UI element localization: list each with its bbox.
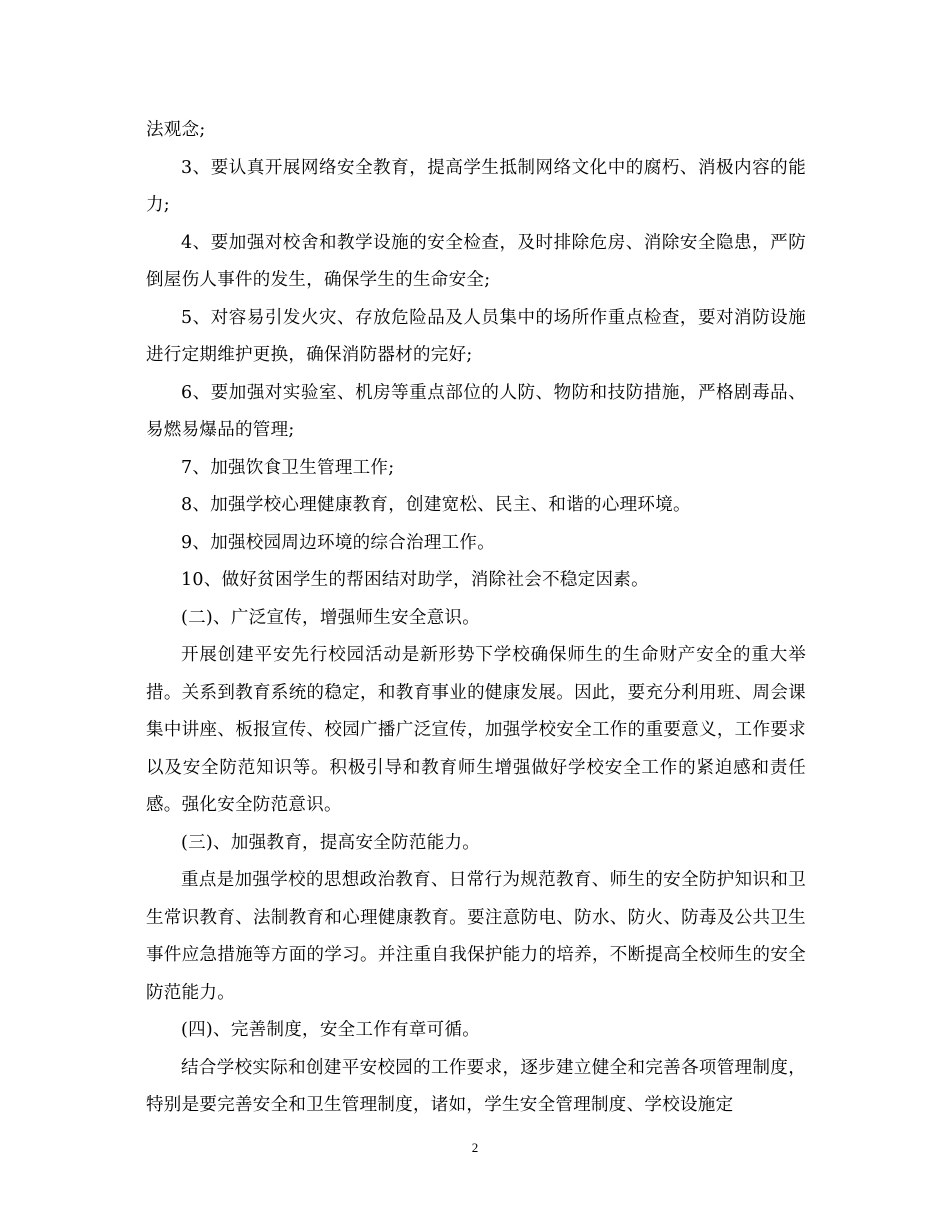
page-number: 2 — [471, 1140, 479, 1155]
paragraph: 6、要加强对实验室、机房等重点部位的人防、物防和技防措施，严格剧毒品、易燃易爆品的管理; — [146, 382, 806, 440]
section-heading: (二)、广泛宣传，增强师生安全意识。 — [181, 607, 481, 628]
paragraph: 9、加强校园周边环境的综合治理工作。 — [181, 532, 496, 553]
section-heading: (三)、加强教育，提高安全防范能力。 — [181, 832, 481, 853]
paragraph: 重点是加强学校的思想政治教育、日常行为规范教育、师生的安全防护知识和卫生常识教育、法制教育和心理健康教育。要注意防电、防水、防火、防毒及公共卫生事件应急措施等方面的学习。并注重自我保护能力的培养，不断提高全校师生的安全防范能力。 — [146, 870, 806, 1003]
document-body — [146, 112, 806, 1125]
paragraph: 3、要认真开展网络安全教育，提高学生抵制网络文化中的腐朽、消极内容的能力; — [146, 157, 806, 215]
paragraph: 结合学校实际和创建平安校园的工作要求，逐步建立健全和完善各项管理制度，特别是要完善安全和卫生管理制度，诸如，学生安全管理制度、学校设施定 — [146, 1057, 806, 1115]
paragraph: 10、做好贫困学生的帮困结对助学，消除社会不稳定因素。 — [181, 570, 649, 590]
paragraph: 8、加强学校心理健康教育，创建宽松、民主、和谐的心理环境。 — [181, 495, 691, 515]
paragraph: 法观念; — [146, 120, 206, 140]
section-heading: (四)、完善制度，安全工作有章可循。 — [181, 1020, 481, 1040]
paragraph: 7、加强饮食卫生管理工作; — [181, 457, 395, 478]
paragraph: 5、对容易引发火灾、存放危险品及人员集中的场所作重点检查，要对消防设施进行定期维护更换，确保消防器材的完好; — [146, 307, 806, 365]
paragraph: 4、要加强对校舍和教学设施的安全检查，及时排除危房、消除安全隐患，严防倒屋伤人事件的发生，确保学生的生命安全; — [146, 232, 806, 290]
paragraph: 开展创建平安先行校园活动是新形势下学校确保师生的生命财产安全的重大举措。关系到教育系统的稳定，和教育事业的健康发展。因此，要充分利用班、周会课集中讲座、板报宣传、校园广播广泛宣传，加强学校安全工作的重要意义，工作要求以及安全防范知识等。积极引导和教育师生增强做好学校安全工作的紧迫感和责任感。强化安全防范意识。 — [146, 645, 806, 815]
